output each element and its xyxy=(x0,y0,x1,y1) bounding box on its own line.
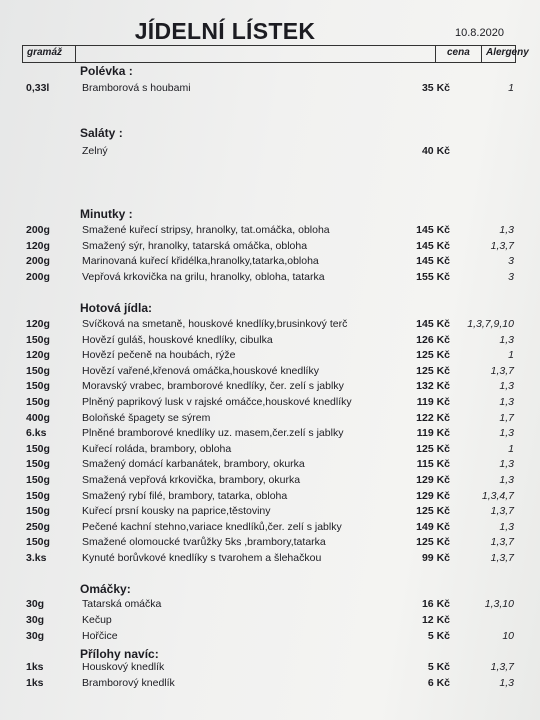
item-weight: 150g xyxy=(26,505,50,518)
menu-item-row xyxy=(0,380,540,394)
menu-item-row xyxy=(0,318,540,332)
item-allergens: 1,3,7 xyxy=(490,505,514,518)
item-name: Svíčková na smetaně, houskové knedlíky,brusinkový terč xyxy=(82,318,348,330)
menu-date: 10.8.2020 xyxy=(455,27,504,39)
item-price: 125 Kč xyxy=(416,364,450,377)
item-name: Boloňské špagety se sýrem xyxy=(82,411,211,424)
item-name: Tatarská omáčka xyxy=(82,598,162,610)
item-price: 6 Kč xyxy=(427,677,450,689)
item-allergens: 1 xyxy=(508,349,514,362)
item-price: 99 Kč xyxy=(421,552,450,564)
item-price: 132 Kč xyxy=(416,380,450,393)
item-name: Hovězí vařené,křenová omáčka,houskové knedlíky xyxy=(82,364,319,377)
item-name: Houskový knedlík xyxy=(82,661,165,673)
menu-item-row xyxy=(0,396,540,410)
item-price: 145 Kč xyxy=(416,255,450,268)
item-price: 5 Kč xyxy=(427,629,450,642)
item-price: 126 Kč xyxy=(416,333,450,346)
item-name: Vepřová krkovička na grilu, hranolky, obloha, tatarka xyxy=(82,270,325,283)
header-divider xyxy=(481,46,482,62)
item-price: 125 Kč xyxy=(416,536,450,549)
item-name: Kynuté borůvkové knedlíky s tvarohem a šlehačkou xyxy=(82,552,322,564)
item-name: Hořčice xyxy=(82,629,118,642)
menu-item-row xyxy=(0,490,540,504)
menu-item-row xyxy=(0,458,540,472)
item-name: Smažené olomoucké tvarůžky 5ks ,brambory,tatarka xyxy=(82,536,326,549)
item-weight: 150g xyxy=(26,380,50,393)
item-price: 129 Kč xyxy=(416,474,450,486)
item-allergens: 3 xyxy=(508,270,514,283)
item-price: 35 Kč xyxy=(421,82,450,94)
item-weight: 30g xyxy=(26,613,45,626)
item-allergens: 10 xyxy=(502,629,514,642)
item-allergens: 1,3 xyxy=(499,427,514,440)
item-allergens: 1,3 xyxy=(499,224,514,236)
menu-item-row xyxy=(0,145,540,159)
item-price: 115 Kč xyxy=(416,458,450,471)
item-allergens: 1,7 xyxy=(499,411,514,424)
menu-item-row xyxy=(0,552,540,566)
item-price: 119 Kč xyxy=(416,427,450,440)
menu-item-row xyxy=(0,614,540,628)
menu-item-row xyxy=(0,271,540,285)
menu-item-row xyxy=(0,536,540,550)
item-weight: 120g xyxy=(26,349,50,362)
section-title-hotova: Hotová jídla: xyxy=(80,301,153,315)
item-name: Kuřecí prsní kousky na paprice,těstoviny xyxy=(82,505,271,518)
item-name: Smažené kuřecí stripsy, hranolky, tat.omáčka, obloha xyxy=(82,224,330,236)
item-allergens: 1,3 xyxy=(499,380,514,393)
item-name: Moravský vrabec, bramborové knedlíky, čer. zelí s jablky xyxy=(82,380,344,393)
item-price: 145 Kč xyxy=(416,239,450,252)
menu-item-row xyxy=(0,427,540,441)
item-allergens: 1,3,7 xyxy=(490,552,514,564)
item-allergens: 1,3 xyxy=(499,396,514,408)
header-allergens: Alergeny xyxy=(486,47,529,58)
item-name: Smažený sýr, hranolky, tatarská omáčka, obloha xyxy=(82,239,308,252)
menu-item-row xyxy=(0,474,540,488)
menu-item-row xyxy=(0,412,540,426)
item-allergens: 1,3,7,9,10 xyxy=(467,318,514,330)
item-name: Smažený domácí karbanátek, brambory, okurka xyxy=(82,458,305,471)
item-name: Hovězí guláš, houskové knedlíky, cibulka xyxy=(82,333,273,346)
item-price: 122 Kč xyxy=(416,411,450,424)
item-price: 129 Kč xyxy=(416,489,450,502)
menu-item-row xyxy=(0,677,540,691)
header-divider xyxy=(435,46,436,62)
menu-item-row xyxy=(0,443,540,457)
menu-item-row xyxy=(0,255,540,269)
item-price: 145 Kč xyxy=(416,318,450,330)
item-name: Bramborová s houbami xyxy=(82,82,191,94)
item-name: Marinovaná kuřecí křidélka,hranolky,tatarka,obloha xyxy=(82,255,319,268)
item-allergens: 1 xyxy=(508,82,514,94)
section-title-salad: Saláty : xyxy=(80,126,123,140)
item-allergens: 1,3,7 xyxy=(490,536,514,549)
menu-item-row xyxy=(0,82,540,96)
item-price: 125 Kč xyxy=(416,442,450,455)
item-price: 12 Kč xyxy=(421,613,450,626)
menu-item-row xyxy=(0,365,540,379)
menu-item-row xyxy=(0,240,540,254)
item-weight: 150g xyxy=(26,458,50,471)
item-weight: 150g xyxy=(26,489,50,502)
item-price: 119 Kč xyxy=(416,396,450,408)
item-allergens: 1,3,7 xyxy=(490,364,514,377)
item-name: Plněné bramborové knedlíky uz. masem,čer.zelí s jablky xyxy=(82,427,344,440)
item-weight: 1ks xyxy=(26,677,44,689)
item-weight: 0,33l xyxy=(26,82,50,94)
item-weight: 150g xyxy=(26,396,50,408)
menu-item-row xyxy=(0,349,540,363)
menu-item-row xyxy=(0,598,540,612)
header-weight: gramáž xyxy=(27,47,63,58)
item-name: Pečené kachní stehno,variace knedlíků,čer. zelí s jablky xyxy=(82,520,342,533)
item-name: Smažený rybí filé, brambory, tatarka, obloha xyxy=(82,489,288,502)
item-allergens: 1,3 xyxy=(499,677,514,689)
item-allergens: 1,3,4,7 xyxy=(481,489,514,502)
menu-item-row xyxy=(0,224,540,238)
section-title-minutky: Minutky : xyxy=(80,207,133,221)
section-title-prilohy: Přílohy navíc: xyxy=(80,647,159,661)
item-weight: 6.ks xyxy=(26,427,47,440)
section-title-omacky: Omáčky: xyxy=(80,582,131,596)
header-divider xyxy=(75,46,76,62)
menu-title: JÍDELNÍ LÍSTEK xyxy=(134,18,316,44)
item-name: Smažená vepřová krkovička, brambory, okurka xyxy=(82,474,301,486)
item-weight: 200g xyxy=(26,224,50,236)
item-weight: 150g xyxy=(26,474,50,486)
item-weight: 200g xyxy=(26,270,50,283)
item-allergens: 1 xyxy=(508,442,514,455)
item-allergens: 1,3 xyxy=(499,333,514,346)
menu-item-row xyxy=(0,521,540,535)
item-weight: 150g xyxy=(26,442,50,455)
item-allergens: 1,3 xyxy=(499,520,514,533)
item-price: 16 Kč xyxy=(421,598,450,610)
item-price: 125 Kč xyxy=(416,505,450,518)
item-price: 149 Kč xyxy=(416,520,450,533)
item-price: 145 Kč xyxy=(416,224,450,236)
item-name: Zelný xyxy=(82,145,108,157)
item-allergens: 1,3 xyxy=(499,458,514,471)
item-weight: 150g xyxy=(26,364,50,377)
item-price: 5 Kč xyxy=(427,661,450,673)
item-name: Kuřecí roláda, brambory, obloha xyxy=(82,442,232,455)
item-weight: 30g xyxy=(26,598,45,610)
menu-item-row xyxy=(0,630,540,644)
item-name: Hovězí pečeně na houbách, rýže xyxy=(82,349,236,362)
header-price: cena xyxy=(447,47,470,58)
item-weight: 150g xyxy=(26,333,50,346)
item-price: 155 Kč xyxy=(416,270,450,283)
menu-item-row xyxy=(0,505,540,519)
item-allergens: 1,3,7 xyxy=(490,239,514,252)
item-weight: 150g xyxy=(26,536,50,549)
item-name: Bramborový knedlík xyxy=(82,677,175,689)
item-allergens: 1,3,10 xyxy=(484,598,514,610)
item-price: 40 Kč xyxy=(421,145,450,157)
item-allergens: 3 xyxy=(508,255,514,268)
item-name: Plněný paprikový lusk v rajské omáčce,houskové knedlíky xyxy=(82,396,352,408)
item-price: 125 Kč xyxy=(416,349,450,362)
item-weight: 30g xyxy=(26,629,45,642)
item-allergens: 1,3,7 xyxy=(490,661,514,673)
column-header xyxy=(22,45,529,63)
item-weight: 120g xyxy=(26,318,50,330)
item-name: Kečup xyxy=(82,613,112,626)
item-weight: 250g xyxy=(26,520,50,533)
section-title-soup: Polévka : xyxy=(80,64,133,78)
item-weight: 3.ks xyxy=(26,552,47,564)
item-weight: 400g xyxy=(26,411,50,424)
item-weight: 200g xyxy=(26,255,50,268)
item-weight: 120g xyxy=(26,239,50,252)
menu-item-row xyxy=(0,661,540,675)
item-weight: 1ks xyxy=(26,661,44,673)
menu-item-row xyxy=(0,334,540,348)
item-allergens: 1,3 xyxy=(499,474,514,486)
